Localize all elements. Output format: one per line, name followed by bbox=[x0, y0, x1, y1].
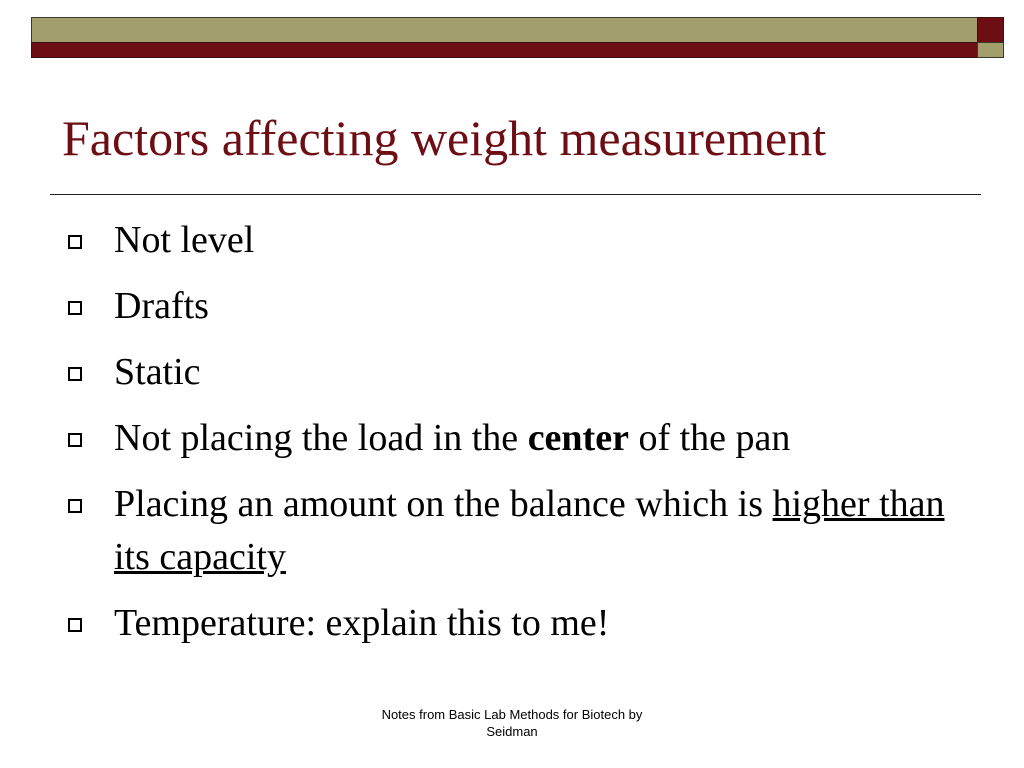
footer-line-1: Notes from Basic Lab Methods for Biotech by bbox=[381, 707, 643, 722]
bullet-text-before: Placing an amount on the balance which is bbox=[114, 483, 773, 525]
header-red-square bbox=[977, 17, 1004, 43]
hollow-square-bullet-icon bbox=[68, 499, 82, 513]
bullet-item-center bbox=[62, 412, 962, 465]
bullet-list bbox=[62, 214, 962, 663]
bullet-underline-emphasis: higher than its capacity bbox=[114, 483, 945, 578]
bullet-text-after: of the pan bbox=[628, 417, 791, 459]
bullet-text: Drafts bbox=[114, 285, 209, 327]
bullet-item-capacity bbox=[62, 478, 962, 584]
header-olive-bar bbox=[31, 17, 978, 43]
hollow-square-bullet-icon bbox=[68, 433, 82, 447]
slide-title: Factors affecting weight measurement bbox=[62, 110, 827, 166]
bullet-text: Not level bbox=[114, 219, 255, 261]
hollow-square-bullet-icon bbox=[68, 301, 82, 315]
bullet-bold-emphasis: center bbox=[527, 417, 629, 459]
header-red-bar bbox=[31, 42, 978, 58]
title-divider bbox=[50, 194, 981, 195]
header-olive-square bbox=[977, 42, 1004, 58]
slide-footer bbox=[352, 706, 672, 740]
hollow-square-bullet-icon bbox=[68, 367, 82, 381]
bullet-text-before: Not placing the load in the bbox=[114, 417, 528, 459]
bullet-item-not-level bbox=[62, 214, 962, 267]
bullet-item-temperature bbox=[62, 597, 962, 650]
hollow-square-bullet-icon bbox=[68, 235, 82, 249]
bullet-text: Temperature: explain this to me! bbox=[114, 602, 610, 644]
footer-line-2: Seidman bbox=[486, 724, 538, 739]
hollow-square-bullet-icon bbox=[68, 618, 82, 632]
bullet-text: Static bbox=[114, 351, 201, 393]
bullet-item-drafts bbox=[62, 280, 962, 333]
bullet-item-static bbox=[62, 346, 962, 399]
